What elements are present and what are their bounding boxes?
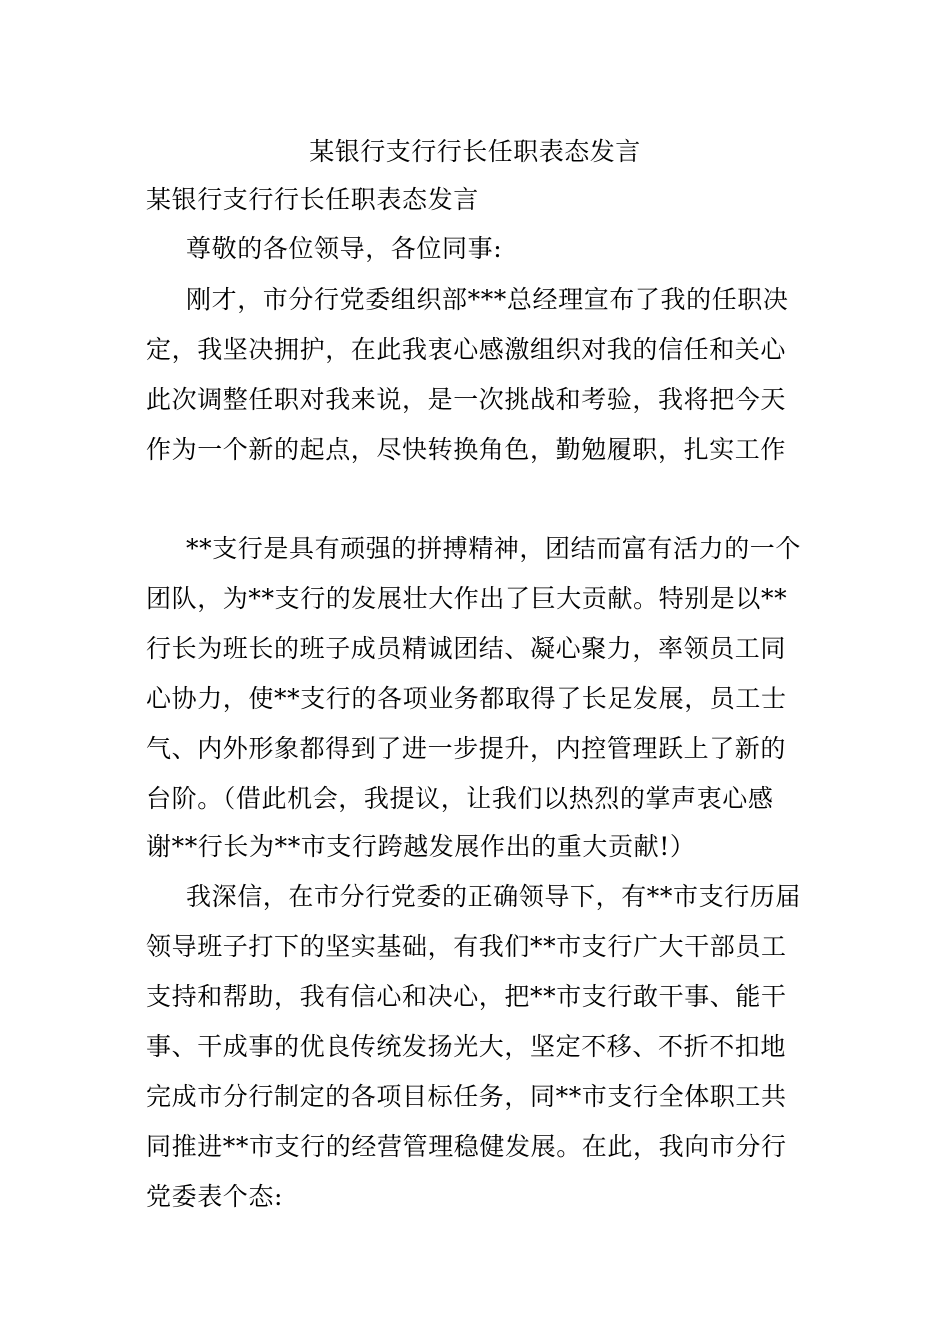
paragraph-line: 领导班子打下的坚实基础，有我们**市支行广大干部员工 <box>146 932 787 961</box>
greeting: 尊敬的各位领导，各位同事: <box>186 234 503 263</box>
paragraph-line: 行长为班长的班子成员精诚团结、凝心聚力，率领员工同 <box>146 634 787 663</box>
page-title: 某银行支行行长任职表态发言 <box>309 137 641 166</box>
paragraph-line: 党委表个态: <box>146 1182 284 1211</box>
paragraph-line: 谢**行长为**市支行跨越发展作出的重大贡献!） <box>146 832 696 861</box>
paragraph-line: 团队，为**支行的发展壮大作出了巨大贡献。特别是以** <box>146 584 788 613</box>
paragraph-line: 刚才，市分行党委组织部***总经理宣布了我的任职决 <box>186 285 789 314</box>
paragraph-line: 定，我坚决拥护，在此我衷心感激组织对我的信任和关心 <box>146 335 787 364</box>
paragraph-line: 同推进**市支行的经营管理稳健发展。在此，我向市分行 <box>146 1132 787 1161</box>
paragraph-line: **支行是具有顽强的拼搏精神，团结而富有活力的一个 <box>186 534 802 563</box>
paragraph-line: 支持和帮助，我有信心和决心，把**市支行敢干事、能干 <box>146 982 787 1011</box>
paragraph-line: 事、干成事的优良传统发扬光大，坚定不移、不折不扣地 <box>146 1032 787 1061</box>
paragraph-line: 作为一个新的起点，尽快转换角色，勤勉履职，扎实工作 <box>146 435 787 464</box>
subtitle: 某银行支行行长任职表态发言 <box>146 185 479 214</box>
paragraph-line: 完成市分行制定的各项目标任务，同**市支行全体职工共 <box>146 1082 787 1111</box>
paragraph-line: 气、内外形象都得到了进一步提升，内控管理跃上了新的 <box>146 734 787 763</box>
paragraph-line: 此次调整任职对我来说，是一次挑战和考验，我将把今天 <box>146 385 787 414</box>
paragraph-line: 我深信，在市分行党委的正确领导下，有**市支行历届 <box>186 882 802 911</box>
paragraph-line: 心协力，使**支行的各项业务都取得了长足发展，员工士 <box>146 684 787 713</box>
paragraph-line: 台阶。（借此机会，我提议，让我们以热烈的掌声衷心感 <box>146 784 774 813</box>
